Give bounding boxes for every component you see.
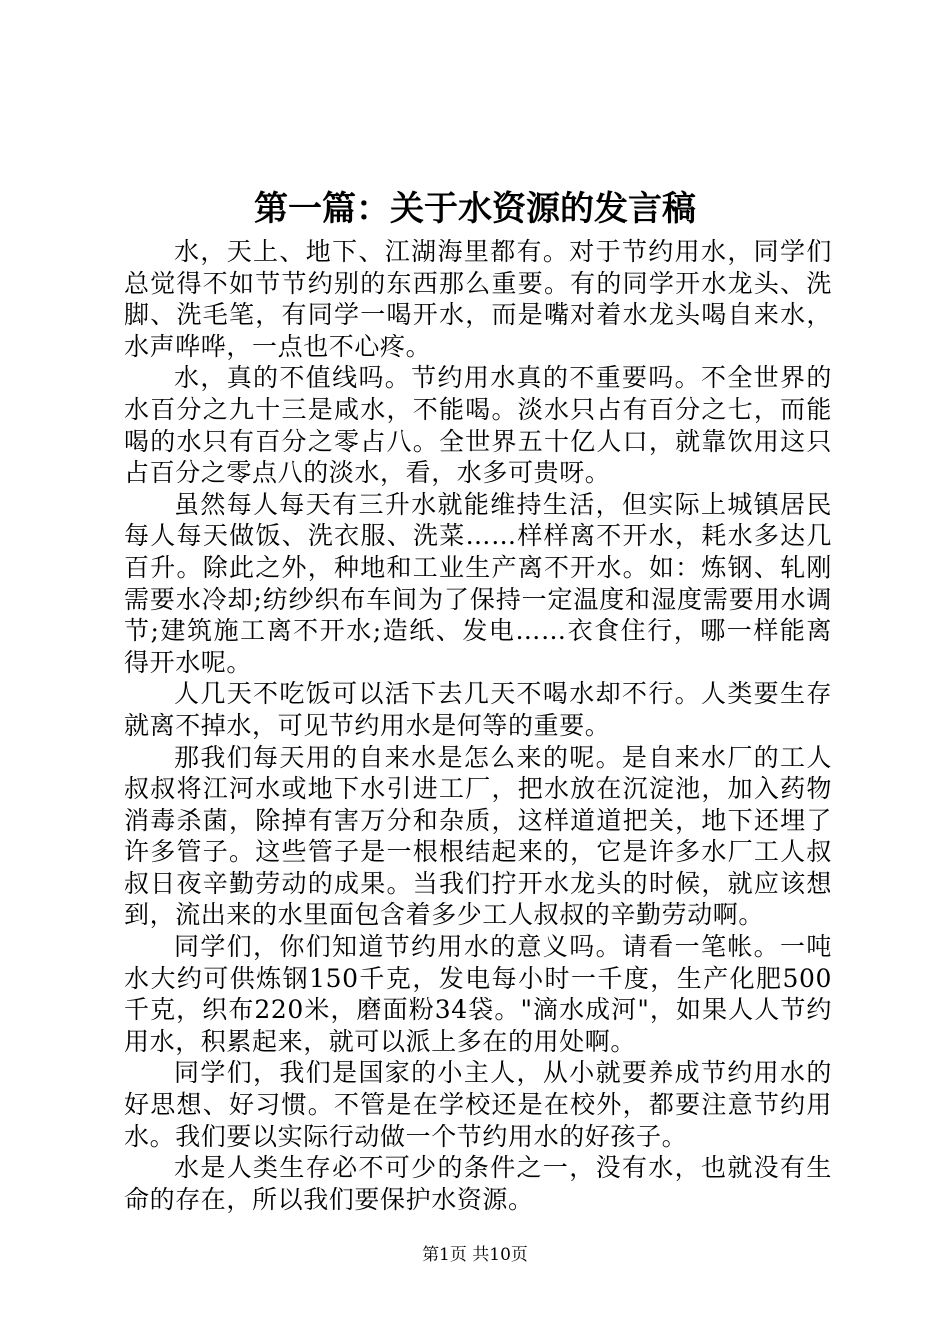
paragraph: 同学们，我们是国家的小主人，从小就要养成节约用水的好思想、好习惯。不管是在学校还是在校外，都要注意节约用水。我们要以实际行动做一个节约用水的好孩子。 xyxy=(124,1058,832,1151)
paragraph: 虽然每人每天有三升水就能维持生活，但实际上城镇居民每人每天做饭、洗衣服、洗菜……样样离不开水，耗水多达几百升。除此之外，种地和工业生产离不开水。如：炼钢、轧刚需要水冷却;纺纱织布车间为了保持一定温度和湿度需要用水调节;建筑施工离不开水;造纸、发电……衣食住行，哪一样能离得开水呢。 xyxy=(124,489,832,677)
document-title: 第一篇：关于水资源的发言稿 xyxy=(254,189,696,229)
document-body xyxy=(124,236,832,1215)
page-footer: 第1页 共10页 xyxy=(422,1245,528,1265)
paragraph: 水是人类生存必不可少的条件之一，没有水，也就没有生命的存在，所以我们要保护水资源。 xyxy=(124,1153,832,1214)
paragraph: 同学们，你们知道节约用水的意义吗。请看一笔帐。一吨水大约可供炼钢150千克，发电每小时一千度，生产化肥500千克，织布220米，磨面粉34袋。"滴水成河"，如果人人节约用水，积累起来，就可以派上多在的用处啊。 xyxy=(124,932,832,1056)
paragraph: 水，天上、地下、江湖海里都有。对于节约用水，同学们总觉得不如节节约别的东西那么重要。有的同学开水龙头、洗脚、洗毛笔，有同学一喝开水，而是嘴对着水龙头喝自来水，水声哗哗，一点也不心疼。 xyxy=(124,237,832,361)
paragraph: 人几天不吃饭可以活下去几天不喝水却不行。人类要生存就离不掉水，可见节约用水是何等的重要。 xyxy=(124,679,832,740)
paragraph: 那我们每天用的自来水是怎么来的呢。是自来水厂的工人叔叔将江河水或地下水引进工厂，把水放在沉淀池，加入药物消毒杀菌，除掉有害万分和杂质，这样道道把关，地下还埋了许多管子。这些管子是一根根结起来的，它是许多水厂工人叔叔日夜辛勤劳动的成果。当我们拧开水龙头的时候，就应该想到，流出来的水里面包含着多少工人叔叔的辛勤劳动啊。 xyxy=(124,742,832,930)
paragraph: 水，真的不值线吗。节约用水真的不重要吗。不全世界的水百分之九十三是咸水，不能喝。淡水只占有百分之七，而能喝的水只有百分之零占八。全世界五十亿人口，就靠饮用这只占百分之零点八的淡水，看，水多可贵呀。 xyxy=(124,363,832,488)
